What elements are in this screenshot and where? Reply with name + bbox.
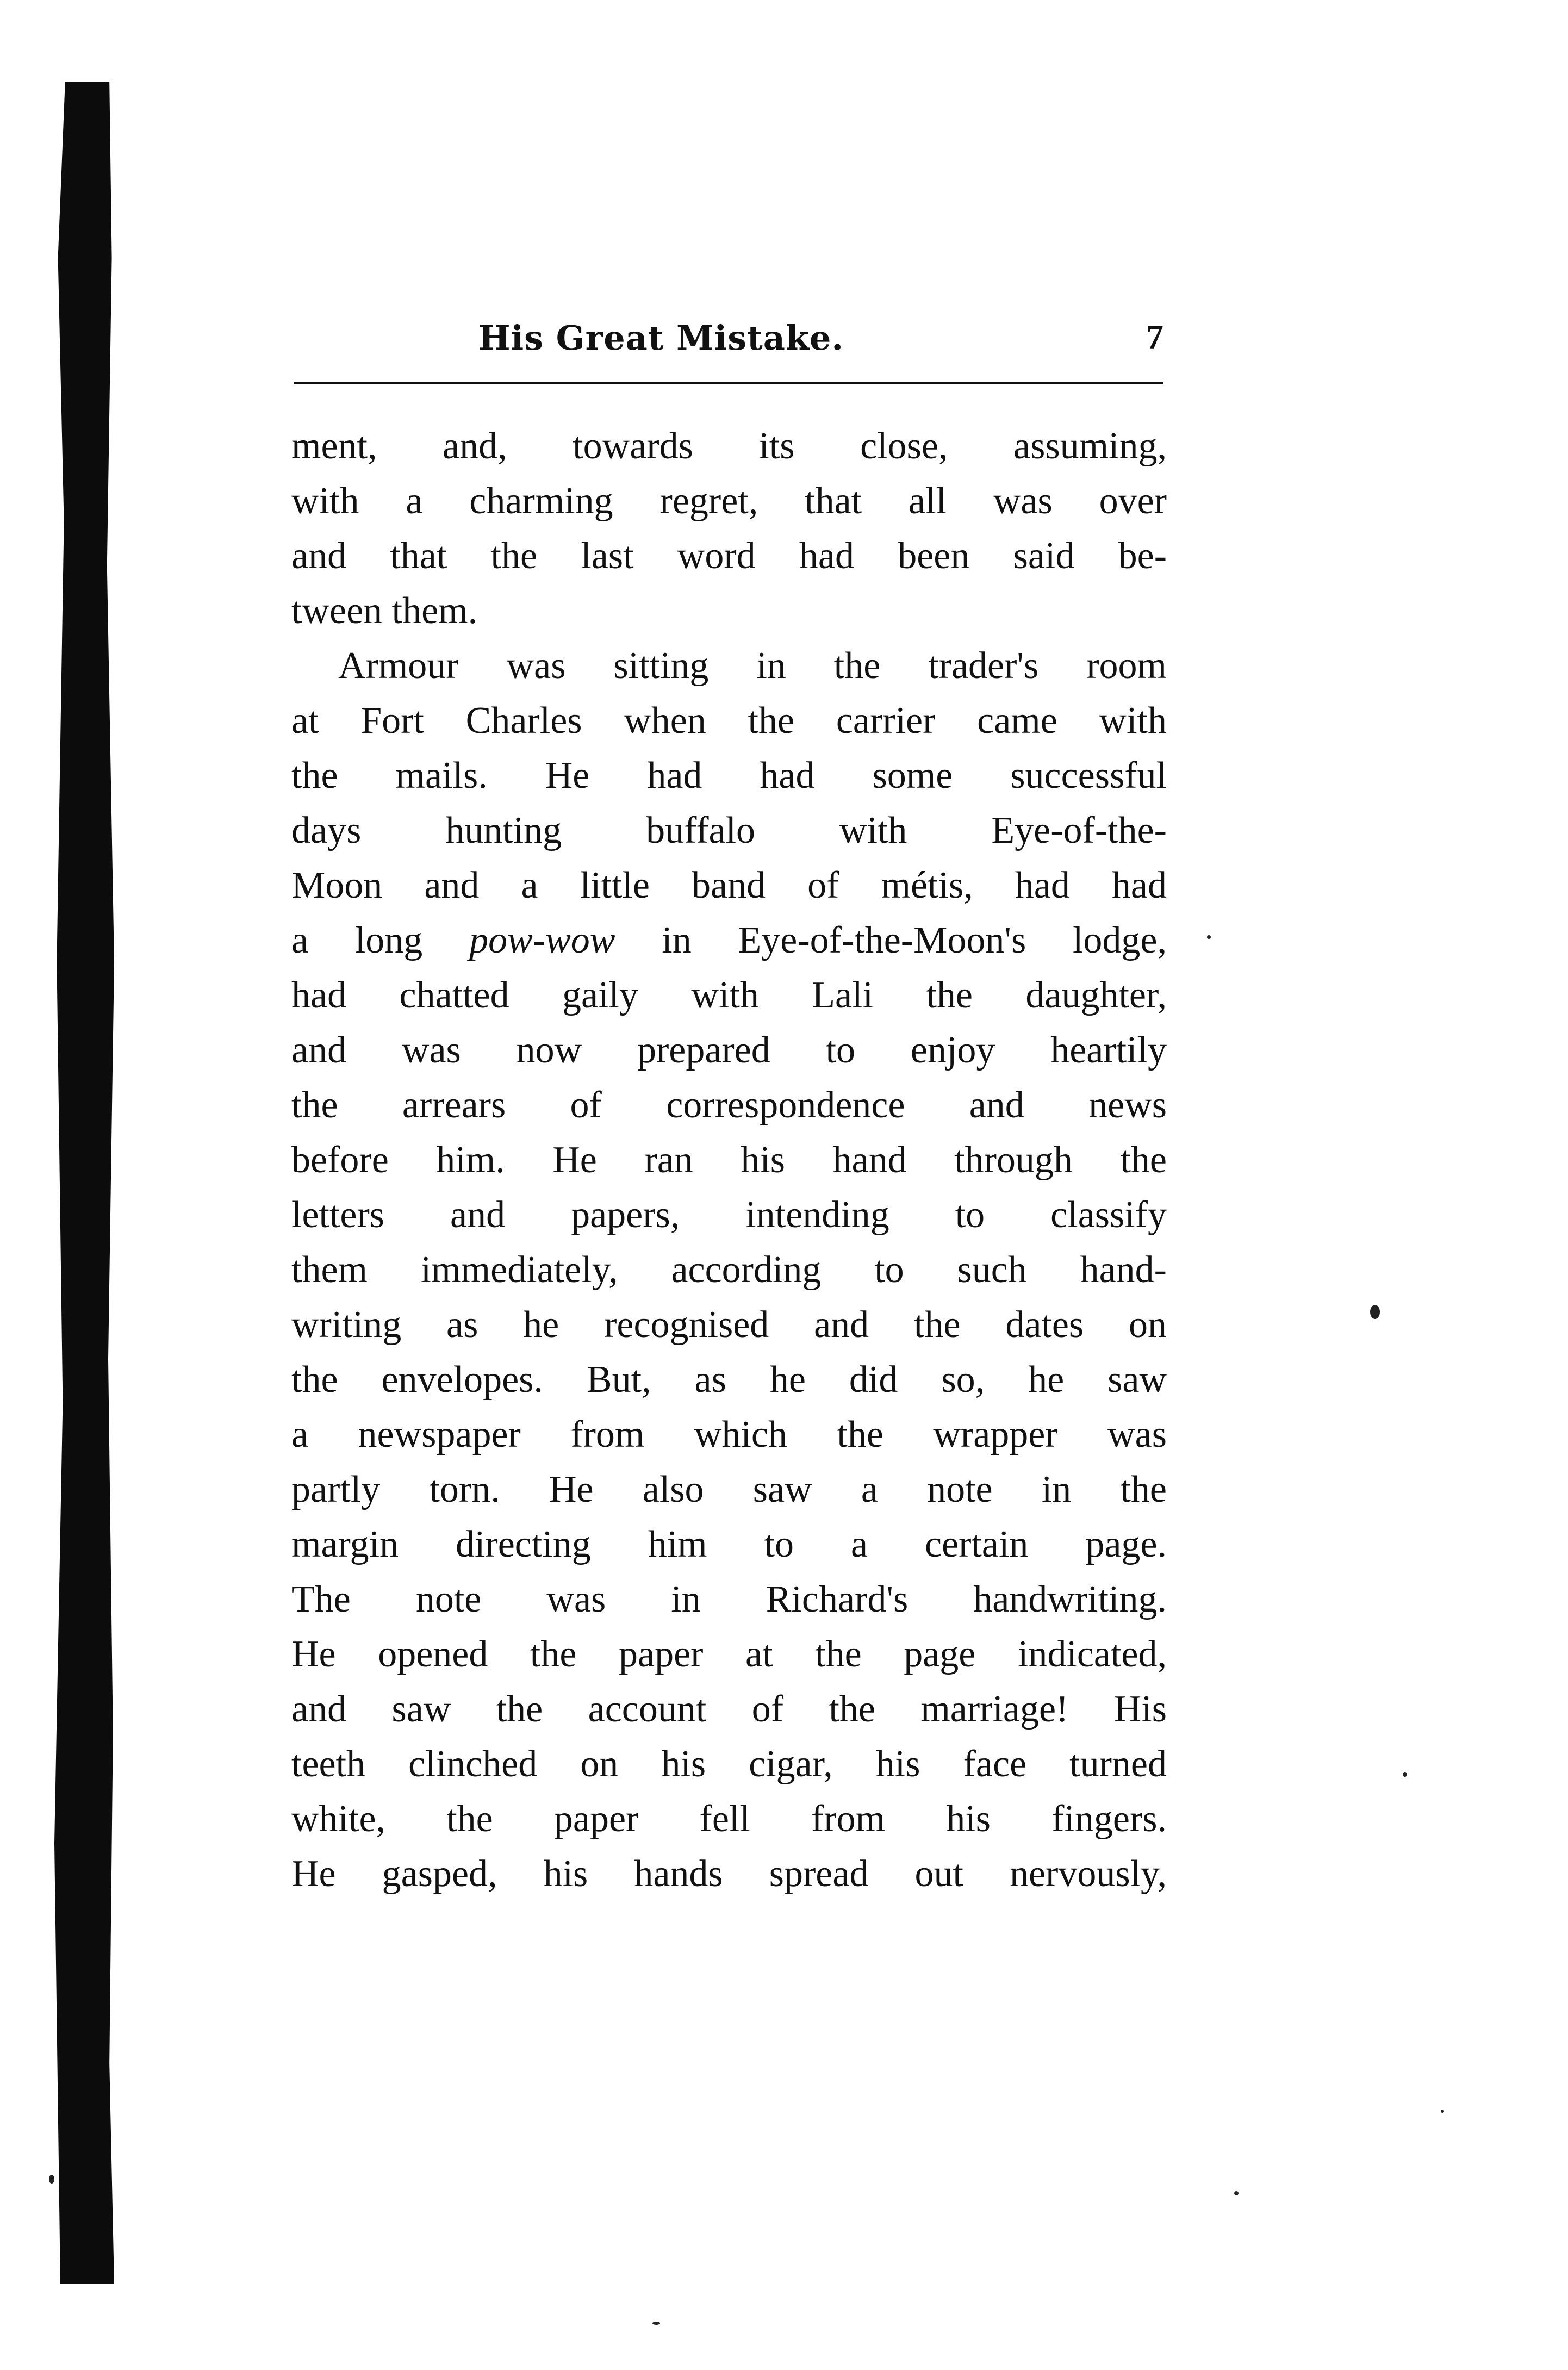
text-line: and that the last word had been said be-	[291, 535, 1167, 577]
binding-edge	[54, 82, 114, 2284]
running-title: His Great Mistake.	[478, 318, 844, 358]
text-line: white, the paper fell from his fingers.	[291, 1798, 1167, 1840]
text-line: letters and papers, intending to classify	[291, 1194, 1167, 1236]
text-line: The note was in Richard's handwriting.	[291, 1578, 1167, 1620]
text-line: margin directing him to a certain page.	[291, 1523, 1167, 1565]
speck	[1370, 1305, 1380, 1319]
italic-phrase: pow-wow	[469, 919, 615, 961]
text-line: and was now prepared to enjoy heartily	[291, 1029, 1167, 1071]
text-line: He gasped, his hands spread out nervously,	[291, 1853, 1167, 1895]
italic-suffix: in Eye-of-the-Moon's lodge,	[662, 919, 1167, 961]
speck	[1234, 2191, 1239, 2195]
text-line: before him. He ran his hand through the	[291, 1139, 1167, 1181]
speck	[1403, 1772, 1407, 1777]
text-line: partly torn. He also saw a note in the	[291, 1469, 1167, 1510]
text-line: a newspaper from which the wrapper was	[291, 1414, 1167, 1455]
speck	[1441, 2110, 1444, 2113]
text-line: tween them.	[291, 590, 478, 632]
text-line: the envelopes. But, as he did so, he saw	[291, 1359, 1167, 1401]
speck	[652, 2322, 660, 2325]
body-text	[291, 419, 1167, 1901]
header-rule	[294, 382, 1163, 384]
text-line: had chatted gaily with Lali the daughter,	[291, 974, 1167, 1016]
page-number: 7	[1146, 318, 1163, 356]
text-line: Moon and a little band of métis, had had	[291, 864, 1167, 906]
text-line: ment, and, towards its close, assuming,	[291, 425, 1167, 467]
text-line: with a charming regret, that all was over	[291, 480, 1167, 522]
text-line: and saw the account of the marriage! His	[291, 1688, 1167, 1730]
text-line: at Fort Charles when the carrier came with	[291, 700, 1167, 742]
text-line: days hunting buffalo with Eye-of-the-	[291, 810, 1167, 851]
text-line-with-italic	[291, 913, 1167, 968]
text-line: the arrears of correspondence and news	[291, 1084, 1167, 1126]
text-line: He opened the paper at the page indicated,	[291, 1633, 1167, 1675]
text-line: teeth clinched on his cigar, his face turned	[291, 1743, 1167, 1785]
speck	[1207, 935, 1211, 939]
speck	[49, 2175, 54, 2184]
text-line: writing as he recognised and the dates on	[291, 1304, 1167, 1346]
italic-prefix: a long	[291, 919, 470, 961]
text-line: Armour was sitting in the trader's room	[338, 645, 1167, 687]
text-line: them immediately, according to such hand-	[291, 1249, 1167, 1291]
page-header	[294, 302, 1163, 367]
text-line: the mails. He had had some successful	[291, 755, 1167, 797]
